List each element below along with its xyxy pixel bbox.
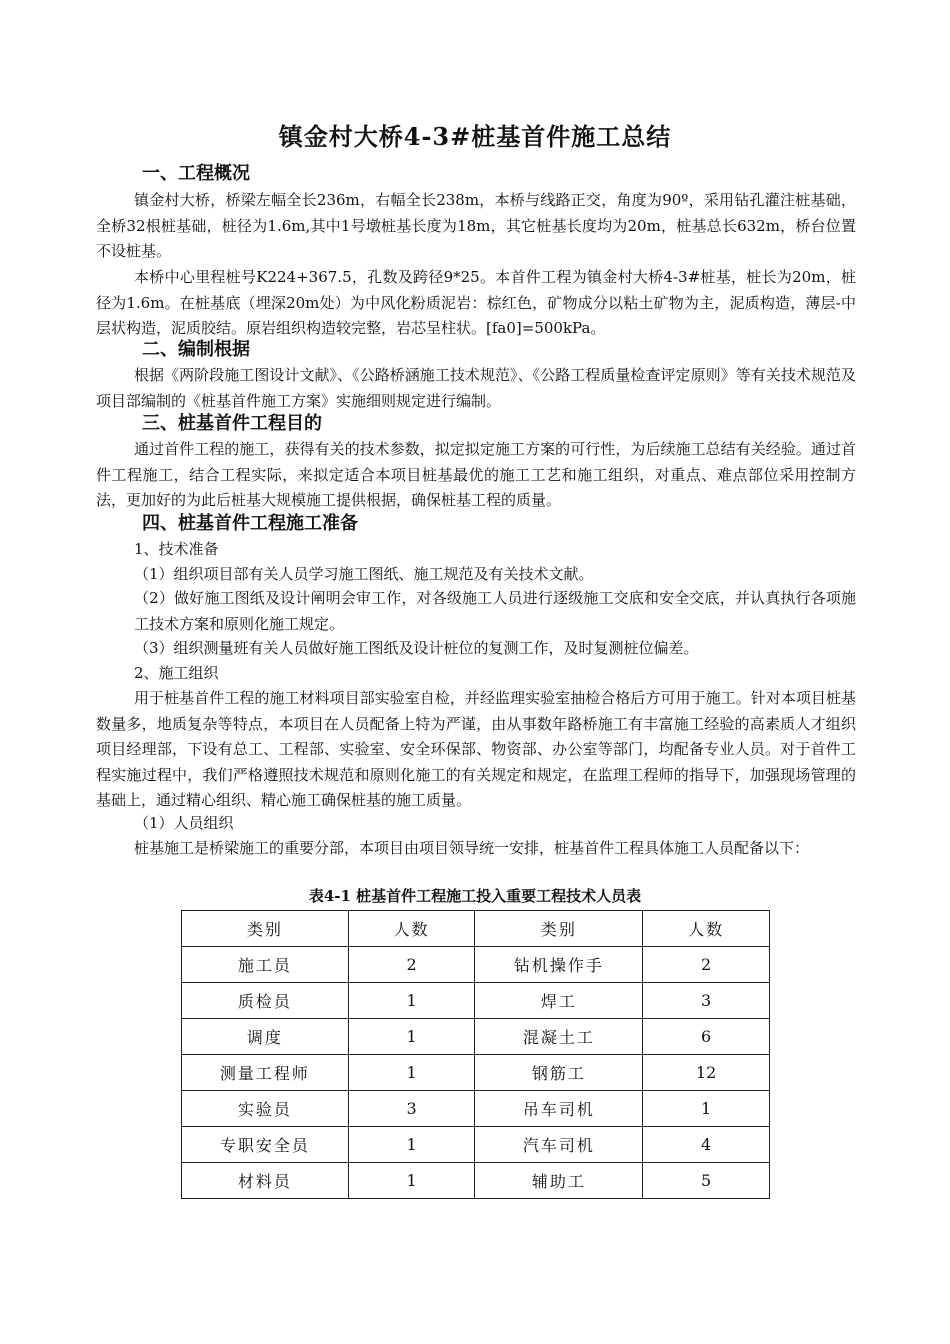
table-cell: 钻机操作手 — [475, 947, 643, 983]
table-cell: 焊工 — [475, 983, 643, 1019]
table-cell: 1 — [348, 983, 475, 1019]
table-row — [182, 947, 770, 983]
table-row — [182, 1127, 770, 1163]
table-cell: 调度 — [182, 1019, 349, 1055]
table-cell: 专职安全员 — [182, 1127, 349, 1163]
subheading-technical-prep: 1、技术准备 — [134, 540, 219, 558]
table-cell: 钢筋工 — [475, 1055, 643, 1091]
staff-paragraph: 桩基施工是桥梁施工的重要分部，本项目由项目领导统一安排，桩基首件工程具体施工人员配备以下： — [134, 839, 810, 857]
staff-table — [181, 910, 770, 1199]
table-cell: 汽车司机 — [475, 1127, 643, 1163]
table-cell: 材料员 — [182, 1163, 349, 1199]
table-cell: 3 — [643, 983, 770, 1019]
table-cell: 12 — [643, 1055, 770, 1091]
table-cell: 吊车司机 — [475, 1091, 643, 1127]
table-cell: 1 — [643, 1091, 770, 1127]
subheading-organization: 2、施工组织 — [134, 664, 219, 682]
table-cell: 混凝土工 — [475, 1019, 643, 1055]
table-row — [182, 1091, 770, 1127]
table-row — [182, 1019, 770, 1055]
table-cell: 1 — [348, 1019, 475, 1055]
section-2-heading: 二、编制根据 — [142, 339, 250, 360]
section-1-paragraph-2: 本桥中心里程桩号K224+367.5，孔数及跨径9*25。本首件工程为镇金村大桥4-3#桩基，桩长为20m，桩径为1.6m。在桩基底（埋深20m处）为中风化粉质泥岩：棕红色，矿物成分以粘土矿物为主，泥质构造，薄层-中层状构造，泥质胶结。原岩组织构造较完整，岩芯呈柱状。[fa0]=500kPa。 — [96, 268, 856, 337]
table-cell: 5 — [643, 1163, 770, 1199]
table-row — [182, 1163, 770, 1199]
table-cell: 1 — [348, 1163, 475, 1199]
table-cell: 测量工程师 — [182, 1055, 349, 1091]
table-header-cell: 类别 — [475, 911, 643, 947]
section-2-paragraph-1: 根据《两阶段施工图设计文献》、《公路桥涵施工技术规范》、《公路工程质量检查评定原则》等有关技术规范及项目部编制的《桩基首件施工方案》实施细则规定进行编制。 — [96, 366, 856, 410]
staff-subheading: （1）人员组织 — [134, 814, 234, 832]
table-row — [182, 983, 770, 1019]
table-caption: 表4-1 桩基首件工程施工投入重要工程技术人员表 — [308, 887, 642, 905]
section-1-paragraph-1: 镇金村大桥，桥梁左幅全长236m，右幅全长238m，本桥与线路正交，角度为90º，采用钻孔灌注桩基础，全桥32根桩基础，桩径为1.6m,其中1号墩桩基长度为18m，其它桩基长度均为20m，桩基总长632m，桥台位置不设桩基。 — [96, 191, 856, 260]
section-1-heading: 一、工程概况 — [142, 163, 250, 184]
section-4-heading: 四、桩基首件工程施工准备 — [142, 513, 358, 534]
table-header-row — [182, 911, 770, 947]
organization-paragraph: 用于桩基首件工程的施工材料项目部实验室自检，并经监理实验室抽检合格后方可用于施工。针对本项目桩基数量多，地质复杂等特点，本项目在人员配备上特为严谨，由从事数年路桥施工有丰富施工经验的高素质人才组织项目经理部，下设有总工、工程部、实验室、安全环保部、物资部、办公室等部门，均配备专业人员。对于首件工程实施过程中，我们严格遵照技术规范和原则化施工的有关规定和规定，在监理工程师的指导下，加强现场管理的基础上，通过精心组织、精心施工确保桩基的施工质量。 — [96, 689, 856, 809]
table-cell: 4 — [643, 1127, 770, 1163]
table-header-cell: 类别 — [182, 911, 349, 947]
table-cell: 辅助工 — [475, 1163, 643, 1199]
list-item-2 — [134, 586, 856, 637]
table-cell: 2 — [348, 947, 475, 983]
table-cell: 施工员 — [182, 947, 349, 983]
table-header-cell: 人数 — [348, 911, 475, 947]
table-header-cell: 人数 — [643, 911, 770, 947]
table-cell: 实验员 — [182, 1091, 349, 1127]
table-cell: 1 — [348, 1127, 475, 1163]
section-3-heading: 三、桩基首件工程目的 — [142, 413, 322, 434]
section-3-paragraph-1: 通过首件工程的施工，获得有关的技术参数，拟定拟定施工方案的可行性，为后续施工总结有关经验。通过首件工程施工，结合工程实际，来拟定适合本项目桩基最优的施工工艺和施工组织，对重点、难点部位采用控制方法，更加好的为此后桩基大规模施工提供根据，确保桩基工程的质量。 — [96, 440, 856, 509]
table-cell: 3 — [348, 1091, 475, 1127]
table-cell: 质检员 — [182, 983, 349, 1019]
table-cell: 2 — [643, 947, 770, 983]
table-cell: 1 — [348, 1055, 475, 1091]
table-row — [182, 1055, 770, 1091]
document-title: 镇金村大桥4-3#桩基首件施工总结 — [278, 122, 672, 151]
list-item-3: （3）组织测量班有关人员做好施工图纸及设计桩位的复测工作，及时复测桩位偏差。 — [134, 639, 699, 657]
list-item-1: （1）组织项目部有关人员学习施工图纸、施工规范及有关技术文献。 — [134, 565, 594, 583]
table-cell: 6 — [643, 1019, 770, 1055]
list-item-2-text: （2）做好施工图纸及设计阐明会审工作，对各级施工人员进行逐级施工交底和安全交底，并认真执行各项施工技术方案和原则化施工规定。 — [134, 589, 856, 633]
